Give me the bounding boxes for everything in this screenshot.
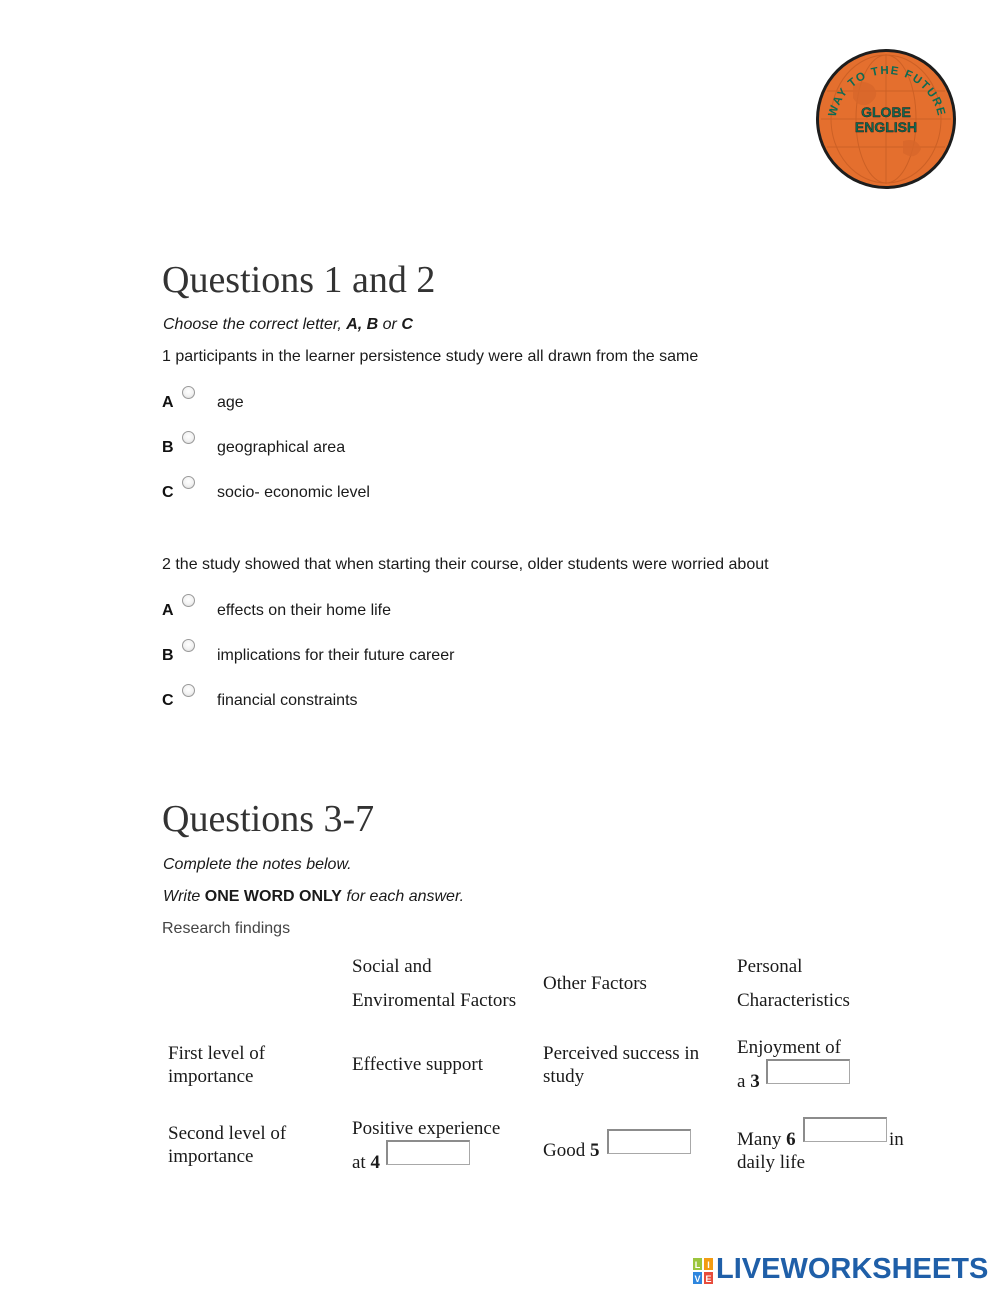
q2-option-a-letter: A: [162, 602, 174, 619]
svg-text:L: L: [694, 1260, 701, 1270]
q1-option-c-radio[interactable]: [182, 476, 195, 489]
header-other-factors: Other Factors: [543, 973, 647, 994]
logo-line2: ENGLISH: [854, 119, 918, 135]
row1-social: Effective support: [352, 1054, 484, 1075]
liveworksheets-badge-icon: [693, 1258, 713, 1284]
research-findings-subtitle: Research findings: [162, 920, 291, 937]
row2-personal-suffix: in: [889, 1129, 904, 1150]
svg-text:I: I: [707, 1260, 710, 1270]
section2-instruction1: Complete the notes below.: [163, 856, 352, 873]
q2-option-a-radio[interactable]: [182, 594, 195, 607]
row2-label-line1: Second level of: [168, 1123, 287, 1144]
globe-logo-icon: [813, 46, 959, 192]
row2-other: Good 5: [543, 1140, 600, 1161]
question1-stem: 1 participants in the learner persistence study were all drawn from the same: [162, 348, 699, 365]
row2-label-line2: importance: [168, 1146, 254, 1167]
answer-3-input[interactable]: [766, 1059, 850, 1084]
header-social-line1: Social and: [352, 956, 432, 977]
globe-english-logo: [813, 46, 959, 192]
q1-option-c-text: socio- economic level: [217, 484, 370, 501]
svg-text:V: V: [694, 1274, 701, 1284]
q1-option-c-letter: C: [162, 484, 174, 501]
row1-label-line1: First level of: [168, 1043, 266, 1064]
svg-text:WAY TO THE FUTURE: WAY TO THE FUTURE: [826, 64, 948, 119]
q1-option-b-text: geographical area: [217, 439, 346, 456]
q2-option-c-letter: C: [162, 692, 174, 709]
answer-6-input[interactable]: [803, 1117, 887, 1142]
q2-option-c-radio[interactable]: [182, 684, 195, 697]
q1-option-a-letter: A: [162, 394, 174, 411]
section2-instruction2: Write ONE WORD ONLY for each answer.: [163, 888, 465, 905]
q2-option-b-text: implications for their future career: [217, 647, 455, 664]
header-social-line2: Enviromental Factors: [352, 990, 517, 1011]
row1-personal-line2: a 3: [737, 1071, 760, 1092]
q1-option-b-letter: B: [162, 439, 174, 456]
q2-option-b-radio[interactable]: [182, 639, 195, 652]
row2-personal-line2: daily life: [737, 1152, 806, 1173]
header-personal-line2: Characteristics: [737, 990, 850, 1011]
q2-option-b-letter: B: [162, 647, 174, 664]
row2-social-line1: Positive experience: [352, 1118, 501, 1139]
row1-other-line2: study: [543, 1066, 585, 1087]
row1-label-line2: importance: [168, 1066, 254, 1087]
svg-text:E: E: [705, 1274, 712, 1284]
logo-line1: GLOBE: [861, 104, 911, 120]
q1-option-a-text: age: [217, 394, 244, 411]
section2-title: Questions 3-7: [162, 798, 375, 840]
question2-stem: 2 the study showed that when starting their course, older students were worried about: [162, 556, 769, 573]
row2-personal-prefix: Many 6: [737, 1129, 796, 1150]
q2-option-a-text: effects on their home life: [217, 602, 392, 619]
section1-instruction: Choose the correct letter, A, B or C: [163, 316, 413, 333]
q1-option-b-radio[interactable]: [182, 431, 195, 444]
row1-other-line1: Perceived success in: [543, 1043, 700, 1064]
row2-social-line2: at 4: [352, 1152, 380, 1173]
liveworksheets-brand[interactable]: LIVEWORKSHEETS: [716, 1253, 989, 1285]
q2-option-c-text: financial constraints: [217, 692, 358, 709]
header-personal-line1: Personal: [737, 956, 803, 977]
section1-title: Questions 1 and 2: [162, 259, 436, 301]
q1-option-a-radio[interactable]: [182, 386, 195, 399]
answer-5-input[interactable]: [607, 1129, 691, 1154]
row1-personal-line1: Enjoyment of: [737, 1037, 841, 1058]
answer-4-input[interactable]: [386, 1140, 470, 1165]
